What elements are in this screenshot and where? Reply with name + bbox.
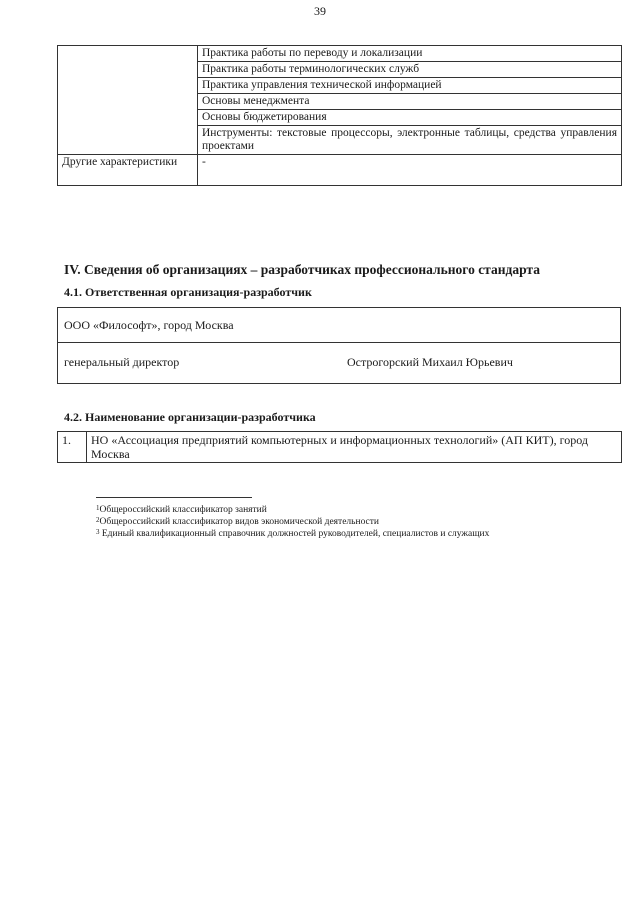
footnote — [96, 529, 489, 539]
developer-name: НО «Ассоциация предприятий компьютерных и информационных технологий» (АП КИТ), город Москва — [87, 432, 622, 463]
director-name: Острогорский Михаил Юрьевич — [347, 355, 513, 369]
knowledge-table — [57, 45, 622, 186]
director-position: генеральный директор — [64, 355, 180, 369]
footnote — [96, 517, 379, 527]
table-cell: Основы менеджмента — [198, 94, 622, 110]
subsection-title-developers: 4.2. Наименование организации-разработчика — [64, 410, 316, 424]
org-name: ООО «Философт», город Москва — [64, 318, 234, 332]
footnote-mark: 3 — [96, 528, 100, 536]
footnote-text: Общероссийский классификатор занятий — [99, 505, 267, 515]
divider — [58, 342, 620, 343]
table-cell: Инструменты: текстовые процессоры, электронные таблицы, средства управления проектами — [198, 126, 622, 155]
footnote-separator — [96, 497, 252, 498]
footnote-mark: 1 — [96, 504, 100, 512]
table-cell: Практика работы терминологических служб — [198, 62, 622, 78]
other-characteristics-value: - — [198, 155, 622, 186]
table-row — [58, 155, 622, 186]
section-heading: IV. Сведения об организациях – разработчиках профессионального стандарта — [64, 262, 540, 277]
developers-table — [57, 431, 622, 463]
footnote-text: Общероссийский классификатор видов экономической деятельности — [99, 517, 380, 527]
table-row — [58, 46, 622, 62]
footnote — [96, 505, 267, 515]
page-number: 39 — [314, 4, 326, 18]
table-cell: Практика работы по переводу и локализации — [198, 46, 622, 62]
table-cell: Основы бюджетирования — [198, 110, 622, 126]
table-cell: Практика управления технической информацией — [198, 78, 622, 94]
row-number: 1. — [58, 432, 87, 463]
table-row — [58, 432, 622, 463]
subsection-title-responsible: 4.1. Ответственная организация-разработчик — [64, 285, 312, 299]
table-cell-empty — [58, 46, 198, 155]
footnote-mark: 2 — [96, 516, 100, 524]
footnote-text: Единый квалификационный справочник должностей руководителей, специалистов и служащих — [99, 529, 490, 539]
other-characteristics-label: Другие характеристики — [58, 155, 198, 186]
